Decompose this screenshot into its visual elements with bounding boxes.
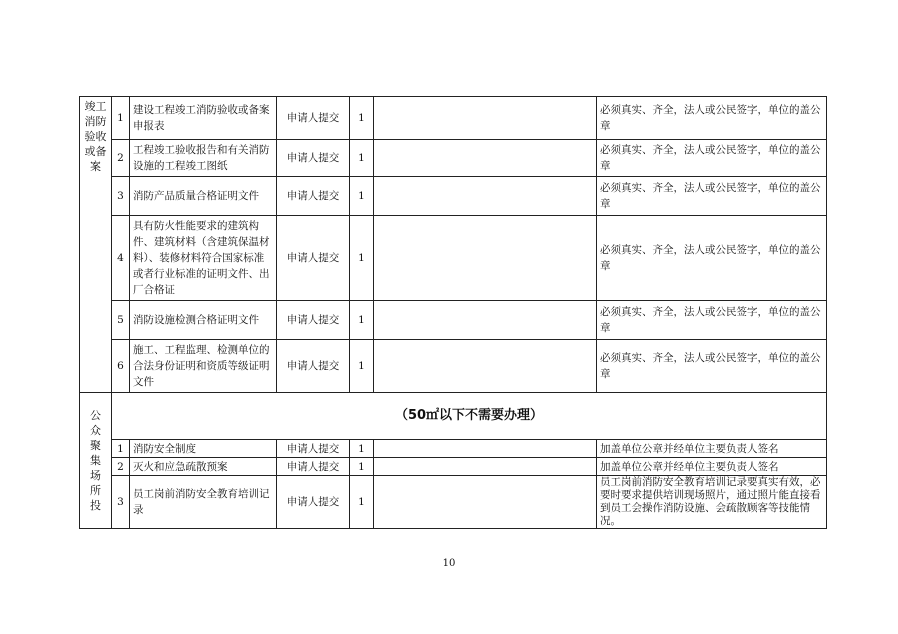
row-number: 2 bbox=[112, 458, 130, 476]
no-filing-banner: （50㎡以下不需要办理） bbox=[112, 393, 827, 440]
table-row bbox=[80, 301, 827, 340]
requirement-note: 必须真实、齐全，法人或公民签字，单位的盖公章 bbox=[597, 301, 827, 340]
table-row bbox=[80, 216, 827, 301]
row-number: 1 bbox=[112, 97, 130, 140]
copies-count: 1 bbox=[350, 301, 374, 340]
material-name: 员工岗前消防安全教育培训记录 bbox=[130, 476, 277, 529]
material-name: 灭火和应急疏散预案 bbox=[130, 458, 277, 476]
copies-count: 1 bbox=[350, 476, 374, 529]
material-name: 工程竣工验收报告和有关消防设施的工程竣工图纸 bbox=[130, 140, 277, 177]
submission-method: 申请人提交 bbox=[277, 301, 350, 340]
requirement-note: 必须真实、齐全，法人或公民签字，单位的盖公章 bbox=[597, 340, 827, 393]
extra-cell bbox=[374, 476, 597, 529]
extra-cell bbox=[374, 301, 597, 340]
extra-cell bbox=[374, 340, 597, 393]
submission-method: 申请人提交 bbox=[277, 476, 350, 529]
extra-cell bbox=[374, 440, 597, 458]
materials-table bbox=[79, 96, 827, 529]
submission-method: 申请人提交 bbox=[277, 458, 350, 476]
material-name: 具有防火性能要求的建筑构件、建筑材料（含建筑保温材料）、装修材料符合国家标准或者行业标准的证明文件、出厂合格证 bbox=[130, 216, 277, 301]
copies-count: 1 bbox=[350, 97, 374, 140]
copies-count: 1 bbox=[350, 216, 374, 301]
extra-cell bbox=[374, 458, 597, 476]
extra-cell bbox=[374, 97, 597, 140]
requirement-note: 必须真实、齐全，法人或公民签字，单位的盖公章 bbox=[597, 177, 827, 216]
extra-cell bbox=[374, 177, 597, 216]
submission-method: 申请人提交 bbox=[277, 97, 350, 140]
table-row bbox=[80, 340, 827, 393]
row-number: 5 bbox=[112, 301, 130, 340]
banner-row bbox=[80, 393, 827, 440]
requirement-note: 员工岗前消防安全教育培训记录要真实有效，必要时要求提供培训现场照片，通过照片能直接看到员工会操作消防设施、会疏散顾客等技能情况。 bbox=[597, 476, 827, 529]
requirement-note: 必须真实、齐全，法人或公民签字，单位的盖公章 bbox=[597, 140, 827, 177]
table-row bbox=[80, 440, 827, 458]
material-name: 消防设施检测合格证明文件 bbox=[130, 301, 277, 340]
category-public-gathering: 公 众 聚 集 场 所 投 bbox=[80, 393, 112, 529]
copies-count: 1 bbox=[350, 140, 374, 177]
submission-method: 申请人提交 bbox=[277, 440, 350, 458]
copies-count: 1 bbox=[350, 340, 374, 393]
table-row bbox=[80, 476, 827, 529]
table-row bbox=[80, 97, 827, 140]
material-name: 施工、工程监理、检测单位的合法身份证明和资质等级证明文件 bbox=[130, 340, 277, 393]
requirement-note: 必须真实、齐全，法人或公民签字，单位的盖公章 bbox=[597, 97, 827, 140]
row-number: 3 bbox=[112, 476, 130, 529]
copies-count: 1 bbox=[350, 458, 374, 476]
row-number: 3 bbox=[112, 177, 130, 216]
row-number: 6 bbox=[112, 340, 130, 393]
material-name: 消防安全制度 bbox=[130, 440, 277, 458]
extra-cell bbox=[374, 140, 597, 177]
submission-method: 申请人提交 bbox=[277, 140, 350, 177]
requirement-note: 加盖单位公章并经单位主要负责人签名 bbox=[597, 440, 827, 458]
row-number: 1 bbox=[112, 440, 130, 458]
requirement-note: 加盖单位公章并经单位主要负责人签名 bbox=[597, 458, 827, 476]
row-number: 2 bbox=[112, 140, 130, 177]
table-row bbox=[80, 177, 827, 216]
row-number: 4 bbox=[112, 216, 130, 301]
copies-count: 1 bbox=[350, 177, 374, 216]
requirement-note: 必须真实、齐全，法人或公民签字，单位的盖公章 bbox=[597, 216, 827, 301]
extra-cell bbox=[374, 216, 597, 301]
page-number: 10 bbox=[442, 558, 456, 569]
table-row bbox=[80, 458, 827, 476]
submission-method: 申请人提交 bbox=[277, 177, 350, 216]
copies-count: 1 bbox=[350, 440, 374, 458]
material-name: 消防产品质量合格证明文件 bbox=[130, 177, 277, 216]
category-completion-acceptance: 竣工 消防 验收 或备 案 bbox=[80, 97, 112, 393]
material-name: 建设工程竣工消防验收或备案申报表 bbox=[130, 97, 277, 140]
submission-method: 申请人提交 bbox=[277, 340, 350, 393]
table-row bbox=[80, 140, 827, 177]
submission-method: 申请人提交 bbox=[277, 216, 350, 301]
